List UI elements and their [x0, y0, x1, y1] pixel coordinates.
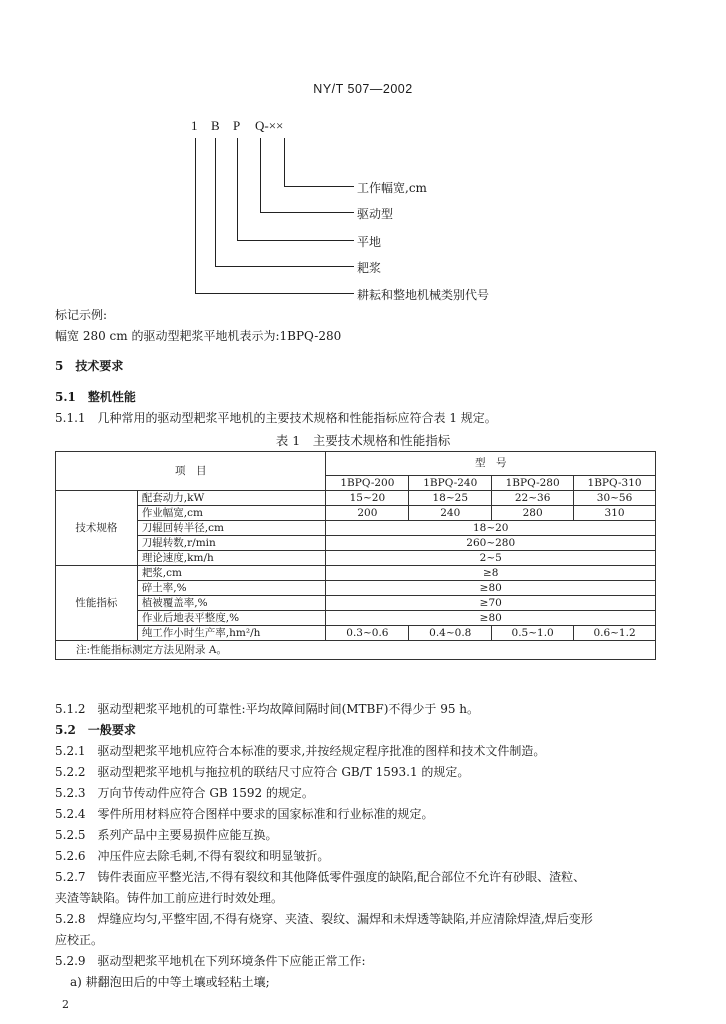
table-group-performance: 性能指标 — [56, 566, 138, 641]
table-row-item: 作业幅宽,cm — [137, 506, 326, 521]
paragraph-5-2-3: 5.2.3 万向节传动件应符合 GB 1592 的规定。 — [55, 786, 314, 800]
table-cell-merged: ≥80 — [326, 611, 656, 626]
marking-example-label: 标记示例: — [55, 308, 108, 322]
paragraph-5-2-9-a: a) 耕翻泡田后的中等土壤或轻粘土壤; — [70, 975, 270, 989]
code-line-v4 — [260, 138, 261, 212]
annotation-drive: 驱动型 — [357, 207, 394, 221]
table-cell: 310 — [574, 506, 656, 521]
code-letter-1: 1 — [191, 118, 198, 133]
annotation-category: 耕耘和整地机械类别代号 — [357, 288, 490, 302]
paragraph-5-2-2: 5.2.2 驱动型耙浆平地机与拖拉机的联结尺寸应符合 GB/T 1593.1 的规定。 — [55, 765, 470, 779]
table-cell-merged: 260~280 — [326, 536, 656, 551]
paragraph-5-2-5: 5.2.5 系列产品中主要易损件应能互换。 — [55, 828, 278, 842]
section-5-heading: 5 技术要求 — [55, 359, 124, 373]
section-5-2-heading: 5.2 一般要求 — [55, 723, 136, 737]
table-header-item: 项 目 — [56, 452, 326, 491]
annotation-width: 工作幅宽,cm — [357, 181, 427, 195]
table-row-item: 刀辊回转半径,cm — [137, 521, 326, 536]
table-caption: 表 1 主要技术规格和性能指标 — [275, 433, 451, 448]
paragraph-5-2-7-line1: 5.2.7 铸件表面应平整光洁,不得有裂纹和其他降低零件强度的缺陷,配合部位不允许有砂眼、渣粒、 — [55, 870, 586, 884]
table-row-item: 理论速度,km/h — [137, 551, 326, 566]
annotation-slurry: 耙浆 — [357, 261, 382, 275]
code-line-h2 — [260, 212, 354, 213]
paragraph-5-2-6: 5.2.6 冲压件应去除毛刺,不得有裂纹和明显皱折。 — [55, 849, 330, 863]
marking-example-text: 幅宽 280 cm 的驱动型耙浆平地机表示为:1BPQ-280 — [55, 329, 342, 343]
spec-table — [55, 451, 656, 660]
table-cell: 240 — [409, 506, 492, 521]
table-cell-merged: ≥80 — [326, 581, 656, 596]
table-model-cell: 1BPQ-310 — [574, 475, 656, 490]
table-cell: 30~56 — [574, 491, 656, 506]
table-cell: 0.3~0.6 — [326, 626, 409, 641]
code-letter-p: P — [233, 118, 241, 133]
table-row-item: 刀辊转数,r/min — [137, 536, 326, 551]
code-line-v1 — [195, 138, 196, 293]
section-5-1-1-text: 5.1.1 几种常用的驱动型耙浆平地机的主要技术规格和性能指标应符合表 1 规定。 — [55, 411, 497, 425]
section-5-1-heading: 5.1 整机性能 — [55, 390, 136, 404]
table-cell: 0.4~0.8 — [409, 626, 492, 641]
paragraph-5-2-9: 5.2.9 驱动型耙浆平地机在下列环境条件下应能正常工作: — [55, 954, 366, 968]
standard-number-header: NY/T 507—2002 — [313, 82, 413, 96]
table-row-item: 作业后地表平整度,% — [137, 611, 326, 626]
table-model-cell: 1BPQ-200 — [326, 475, 409, 490]
paragraph-5-2-8-line1: 5.2.8 焊缝应均匀,平整牢固,不得有烧穿、夹渣、裂纹、漏焊和未焊透等缺陷,并应清除焊渣,焊后变形 — [55, 912, 593, 926]
page-number: 2 — [62, 998, 69, 1011]
table-model-cell: 1BPQ-280 — [492, 475, 574, 490]
table-row-item: 耙浆,cm — [137, 566, 326, 581]
code-line-h4 — [215, 266, 354, 267]
code-line-h5 — [195, 293, 354, 294]
code-line-h1 — [284, 186, 354, 187]
code-letter-b: B — [211, 118, 220, 133]
table-cell: 0.6~1.2 — [574, 626, 656, 641]
code-line-v5 — [284, 138, 285, 186]
table-row-item: 碎土率,% — [137, 581, 326, 596]
table-cell: 280 — [492, 506, 574, 521]
table-note: 注:性能指标测定方法见附录 A。 — [56, 641, 656, 660]
paragraph-5-2-1: 5.2.1 驱动型耙浆平地机应符合本标准的要求,并按经规定程序批准的图样和技术文件制造。 — [55, 744, 546, 758]
table-cell: 15~20 — [326, 491, 409, 506]
code-line-v2 — [215, 138, 216, 266]
table-header-model: 型 号 — [326, 452, 656, 476]
table-cell: 18~25 — [409, 491, 492, 506]
code-letter-q: Q-×× — [255, 118, 284, 133]
table-model-cell: 1BPQ-240 — [409, 475, 492, 490]
table-cell: 0.5~1.0 — [492, 626, 574, 641]
table-cell-merged: ≥8 — [326, 566, 656, 581]
table-cell-merged: ≥70 — [326, 596, 656, 611]
table-group-tech: 技术规格 — [56, 491, 138, 566]
code-line-v3 — [237, 138, 238, 240]
table-row-item: 纯工作小时生产率,hm²/h — [137, 626, 326, 641]
table-row-item: 植被覆盖率,% — [137, 596, 326, 611]
table-cell: 200 — [326, 506, 409, 521]
table-cell: 22~36 — [492, 491, 574, 506]
code-line-h3 — [237, 240, 354, 241]
paragraph-5-2-8-line2: 应校正。 — [55, 933, 104, 947]
annotation-level: 平地 — [357, 235, 382, 249]
table-row-item: 配套动力,kW — [137, 491, 326, 506]
paragraph-5-1-2: 5.1.2 驱动型耙浆平地机的可靠性:平均故障间隔时间(MTBF)不得少于 95 h。 — [55, 702, 480, 716]
paragraph-5-2-4: 5.2.4 零件所用材料应符合图样中要求的国家标准和行业标准的规定。 — [55, 807, 434, 821]
table-cell-merged: 18~20 — [326, 521, 656, 536]
paragraph-5-2-7-line2: 夹渣等缺陷。铸件加工前应进行时效处理。 — [55, 891, 284, 905]
table-cell-merged: 2~5 — [326, 551, 656, 566]
